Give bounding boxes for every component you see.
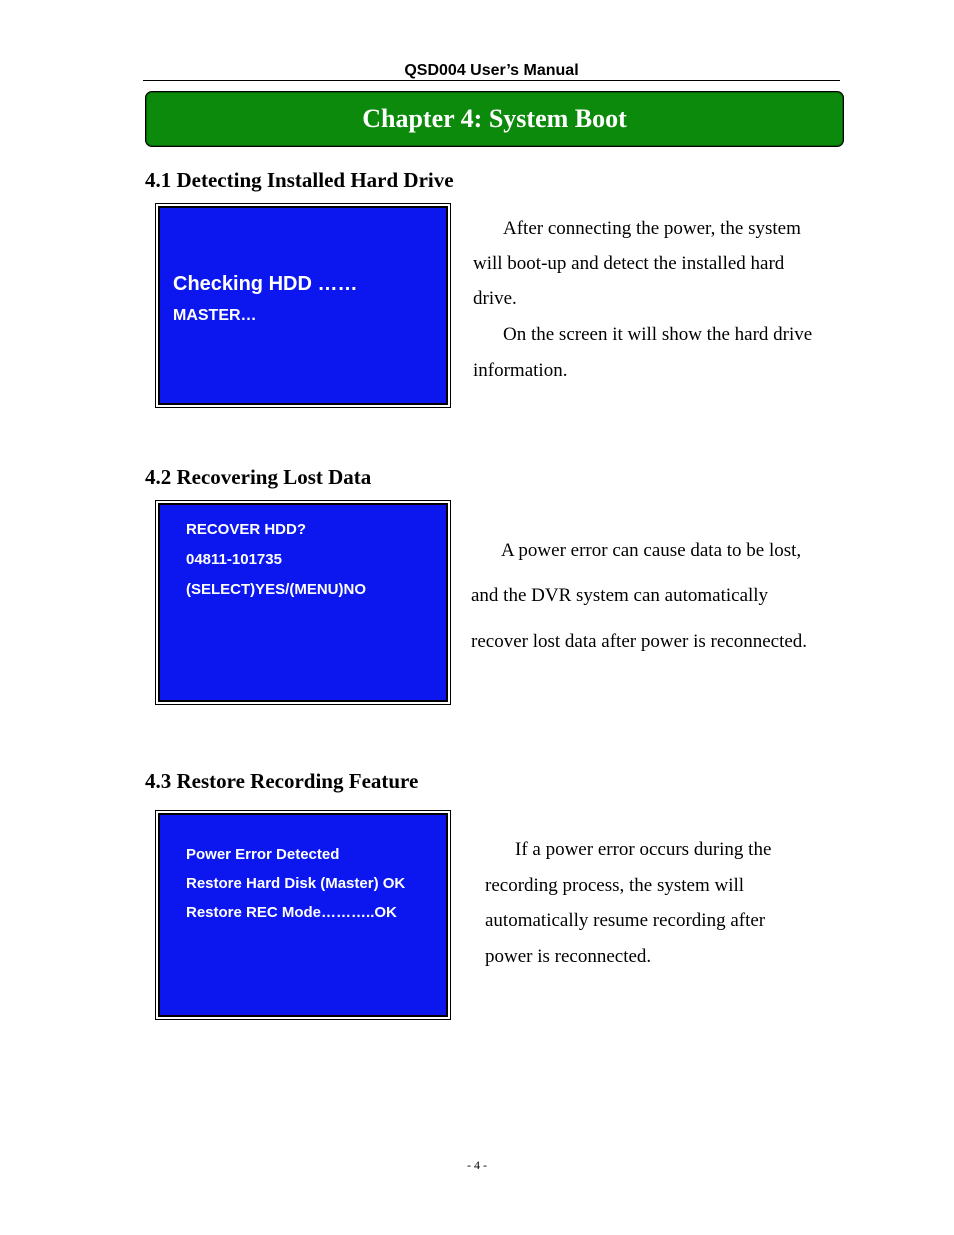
screen-power-error: [155, 810, 451, 1020]
section-heading-detecting-hard-drive: 4.1 Detecting Installed Hard Drive: [145, 168, 454, 192]
screen-line-select-yes-menu-no: (SELECT)YES/(MENU)NO: [186, 581, 366, 598]
chapter-banner: [145, 91, 844, 147]
paragraph-line: If a power error occurs during the: [515, 839, 772, 860]
screen-display: [158, 503, 448, 702]
screen-checking-hdd: [155, 203, 451, 408]
screen-display: [158, 206, 448, 405]
screen-display: [158, 813, 448, 1017]
paragraph-line: recording process, the system will: [485, 875, 745, 896]
paragraph-line: power is reconnected.: [485, 946, 652, 967]
paragraph-line: information.: [473, 360, 568, 381]
header-divider: [143, 80, 840, 81]
paragraph-line: recover lost data after power is reconnected.: [471, 631, 808, 652]
paragraph-line: After connecting the power, the system: [503, 218, 801, 239]
paragraph-line: drive.: [473, 288, 517, 309]
paragraph-line: and the DVR system can automatically: [471, 585, 769, 606]
paragraph-line: On the screen it will show the hard drive: [503, 324, 813, 345]
manual-title: QSD004 User’s Manual: [404, 62, 579, 79]
paragraph-line: will boot-up and detect the installed hard: [473, 253, 785, 274]
screen-line-restore-hard-disk: Restore Hard Disk (Master) OK: [186, 875, 406, 892]
screen-line-restore-rec-mode: Restore REC Mode………..OK: [186, 904, 397, 921]
screen-line-checking-hdd: Checking HDD ……: [173, 273, 358, 295]
paragraph-line: automatically resume recording after: [485, 910, 766, 931]
screen-line-master: MASTER…: [173, 307, 257, 324]
paragraph-line: A power error can cause data to be lost,: [501, 540, 802, 561]
page-number: - 4 -: [467, 1158, 487, 1172]
section-heading-recovering-lost-data: 4.2 Recovering Lost Data: [145, 465, 372, 489]
screen-recover-hdd: [155, 500, 451, 705]
screen-line-power-error: Power Error Detected: [186, 846, 340, 863]
screen-line-serial: 04811-101735: [186, 551, 282, 568]
screen-line-recover-hdd: RECOVER HDD?: [186, 521, 307, 538]
section-heading-restore-recording: 4.3 Restore Recording Feature: [145, 769, 419, 793]
chapter-title: Chapter 4: System Boot: [362, 104, 627, 133]
